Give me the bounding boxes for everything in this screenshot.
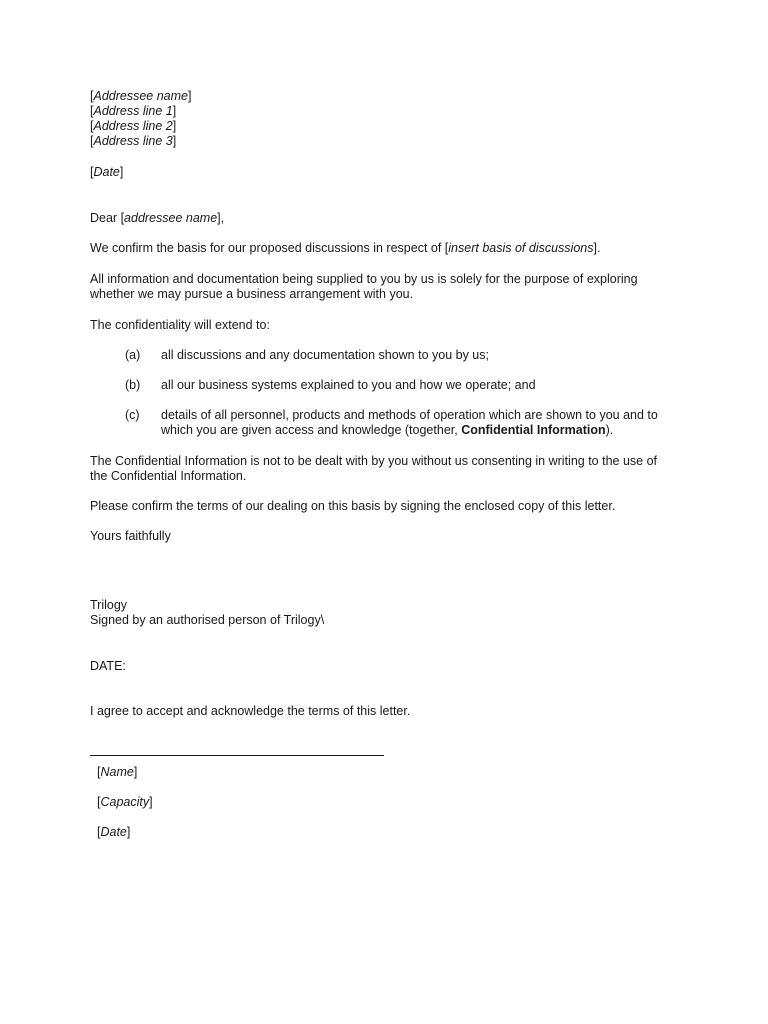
- list-item-label: (b): [125, 378, 141, 392]
- closing: Yours faithfully: [90, 529, 171, 543]
- address-addressee-name: [Addressee name]: [90, 89, 192, 103]
- address-line-2-placeholder: Address line 2: [93, 119, 173, 133]
- salutation-suffix: ],: [217, 211, 225, 225]
- list-item-text: all discussions and any documentation shown to you by us;: [161, 348, 489, 362]
- acceptance-statement: I agree to accept and acknowledge the terms of this letter.: [90, 704, 411, 718]
- list-item-text: [161, 408, 666, 438]
- list-item-c-line-1: details of all personnel, products and methods of operation which are shown to you and to: [161, 408, 658, 422]
- defined-term: Confidential Information: [461, 423, 606, 437]
- signature-line: [90, 755, 384, 756]
- list-item-label: (a): [125, 348, 141, 362]
- date-label: DATE:: [90, 659, 126, 673]
- salutation: [90, 211, 224, 226]
- paragraph-basis-text: We confirm the basis for our proposed discussions in respect of [: [90, 241, 449, 255]
- paragraph-basis-placeholder: insert basis of discussions: [448, 241, 594, 255]
- address-line-1-placeholder: Address line 1: [93, 104, 173, 118]
- sign-field-name: [Name]: [97, 765, 138, 779]
- address-line-3: [Address line 3]: [90, 134, 177, 148]
- paragraph-restriction-line-2: the Confidential Information.: [90, 469, 247, 483]
- salutation-name: addressee name: [124, 211, 218, 225]
- paragraph-basis-suffix: ].: [593, 241, 601, 255]
- address-line-3-placeholder: Address line 3: [93, 134, 173, 148]
- address-line-1: [Address line 1]: [90, 104, 177, 118]
- letter-date: [Date]: [90, 165, 124, 179]
- paragraph-restriction-line-1: The Confidential Information is not to be dealt with by you without us consenting in writing to the use of: [90, 454, 657, 468]
- paragraph-information-line-1: All information and documentation being supplied to you by us is solely for the purpose of exploring: [90, 272, 638, 286]
- signatory-description: Signed by an authorised person of Trilogy\: [90, 613, 325, 627]
- paragraph-confidentiality-intro: The confidentiality will extend to:: [90, 318, 270, 332]
- list-item-label: (c): [125, 408, 140, 422]
- addressee-name-placeholder: Addressee name: [93, 89, 188, 103]
- paragraph-confirm: Please confirm the terms of our dealing on this basis by signing the enclosed copy of this letter.: [90, 499, 616, 513]
- sign-field-capacity: [Capacity]: [97, 795, 153, 809]
- sign-field-capacity-placeholder: Capacity: [100, 795, 150, 809]
- list-item-text: all our business systems explained to you and how we operate; and: [161, 378, 536, 392]
- list-item-c-line-2-suffix: ).: [605, 423, 614, 437]
- address-line-2: [Address line 2]: [90, 119, 177, 133]
- paragraph-information-line-2: whether we may pursue a business arrangement with you.: [90, 287, 414, 301]
- signatory-name: Trilogy: [90, 598, 128, 612]
- sign-field-name-placeholder: Name: [100, 765, 134, 779]
- sign-field-date-placeholder: Date: [100, 825, 127, 839]
- date-placeholder: Date: [93, 165, 120, 179]
- sign-field-date: [Date]: [97, 825, 131, 839]
- salutation-prefix: Dear [: [90, 211, 125, 225]
- list-item-c-line-2: which you are given access and knowledge (together,: [161, 423, 462, 437]
- paragraph-basis: [90, 241, 600, 256]
